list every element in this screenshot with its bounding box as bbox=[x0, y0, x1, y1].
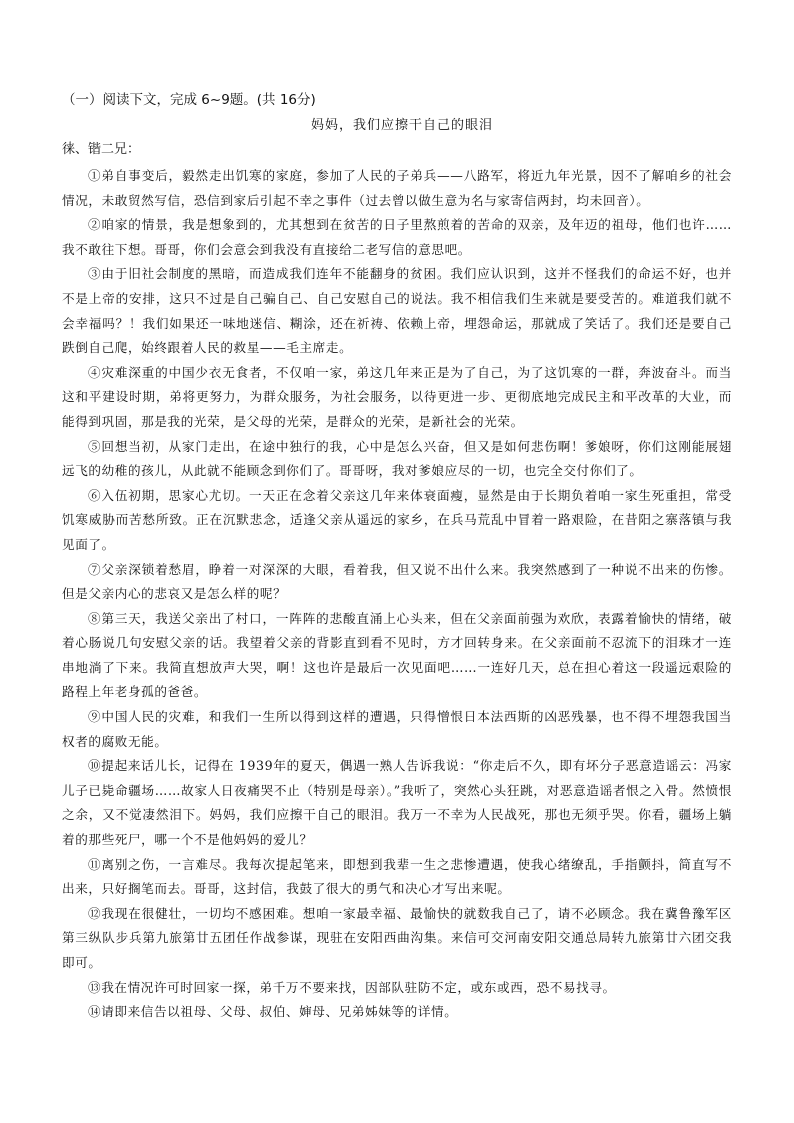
section-heading: （一）阅读下文，完成 6~9题。(共 16分) bbox=[62, 92, 316, 108]
paragraph: ⑤回想当初，从家门走出，在途中独行的我，心中是怎么兴奋，但又是如何悲伤啊！爹娘呀，你们这刚能展翅远飞的幼稚的孩儿，从此就不能顾念到你们了。哥哥呀，我对爹娘应尽的一切，也完全交付你们了。 bbox=[62, 438, 732, 479]
paragraph: ⑥入伍初期，思家心尤切。一天正在念着父亲这几年来体衰面瘦，显然是由于长期负着咱一家生死重担，常受饥寒威胁而苦愁所致。正在沉默悲念，适逢父亲从遥远的家乡，在兵马荒乱中冒着一路艰险，在昔阳之寨落镇与我见面了。 bbox=[62, 487, 732, 552]
letter-salutation: 徕、锴二兄： bbox=[62, 142, 141, 157]
paragraph: ①弟自事变后，毅然走出饥寒的家庭，参加了人民的子弟兵——八路军，将近九年光景，因不了解咱乡的社会情况，未敢贸然写信，恐信到家后引起不幸之事件（过去曾以做生意为名与家寄信两封，均未回音）。 bbox=[62, 168, 732, 208]
letter-title: 妈妈，我们应擦干自己的眼泪 bbox=[310, 118, 493, 133]
paragraph: ⑪离别之伤，一言难尽。我每次提起笔来，即想到我辈一生之悲惨遭遇，使我心绪缭乱，手指颤抖，简直写不出来，只好搁笔而去。哥哥，这封信，我鼓了很大的勇气和决心才写出来呢。 bbox=[62, 856, 732, 897]
paragraph: ⑧第三天，我送父亲出了村口，一阵阵的悲酸直涌上心头来，但在父亲面前强为欢欣，表露着愉快的情绪，破着心肠说几句安慰父亲的话。我望着父亲的背影直到看不见时，方才回转身来。在父亲面前不忍流下的泪珠才一连串地淌了下来。我简直想放声大哭，啊！这也许是最后一次见面吧……一连好几天，总在担心着这一段遥远艰险的路程上年老身孤的爸爸。 bbox=[62, 610, 732, 700]
paragraph: ⑬我在情况许可时回家一探，弟千万不要来找，因部队驻防不定，或东或西，恐不易找寻。 bbox=[88, 979, 616, 995]
paragraph: ⑩提起来话儿长，记得在 1939年的夏天，偶遇一熟人告诉我说：“你走后不久，即有坏分子恶意造谣云：冯家儿子已毙命疆场……故家人日夜痛哭不止（特别是母亲）。”我听了，突然心头狂跳，对恶意造谣者恨之入骨。然愤恨之余，又不觉凄然泪下。妈妈，我们应擦干自己的眼泪。我万一不幸为人民战死，那也无须乎哭。你看，疆场上躺着的那些死尸，哪一个不是他妈妈的爱儿？ bbox=[62, 758, 732, 848]
paragraph: ⑨中国人民的灾难，和我们一生所以得到这样的遭遇，只得憎恨日本法西斯的凶恶残暴，也不得不埋怨我国当权者的腐败无能。 bbox=[62, 709, 732, 749]
paragraph: ⑭请即来信告以祖母、父母、叔伯、婶母、兄弟姊妹等的详情。 bbox=[88, 1004, 458, 1020]
paragraph: ⑦父亲深锁着愁眉，睁着一对深深的大眼，看着我，但又说不出什么来。我突然感到了一种说不出来的伤惨。但是父亲内心的悲哀又是怎么样的呢？ bbox=[62, 561, 732, 602]
paragraph: ⑫我现在很健壮，一切均不感困难。想咱一家最幸福、最愉快的就数我自己了，请不必顾念。我在冀鲁豫军区第三纵队步兵第九旅第廿五团任作战参谋，现驻在安阳西曲沟集。来信可交河南安阳交通总局转九旅第廿六团交我即可。 bbox=[62, 905, 732, 970]
letter-body bbox=[62, 164, 732, 1025]
paragraph: ②咱家的情景，我是想象到的，尤其想到在贫苦的日子里熬煎着的苦命的双亲，及年迈的祖母，他们也许……我不敢往下想。哥哥，你们会意会到我没有直接给二老写信的意思吧。 bbox=[62, 217, 732, 257]
paragraph: ③由于旧社会制度的黑暗，而造成我们连年不能翻身的贫困。我们应认识到，这并不怪我们的命运不好，也并不是上帝的安排，这只不过是自己骗自己、自己安慰自己的说法。我不相信我们生来就是要受苦的。难道我们就不会幸福吗？！我们如果还一味地迷信、糊涂，还在祈祷、依赖上帝，埋怨命运，那就成了笑话了。我们还是要自己跌倒自己爬，始终跟着人民的救星——毛主席走。 bbox=[62, 266, 732, 356]
paragraph: ④灾难深重的中国少衣无食者，不仅咱一家，弟这几年来正是为了自己，为了这饥寒的一群，奔波奋斗。而当这和平建设时期，弟将更努力，为群众服务，为社会服务，以待更进一步、更彻底地完成民主和平改革的大业，而能得到巩固，那是我的光荣，是父母的光荣，是群众的光荣，是新社会的光荣。 bbox=[62, 364, 732, 429]
